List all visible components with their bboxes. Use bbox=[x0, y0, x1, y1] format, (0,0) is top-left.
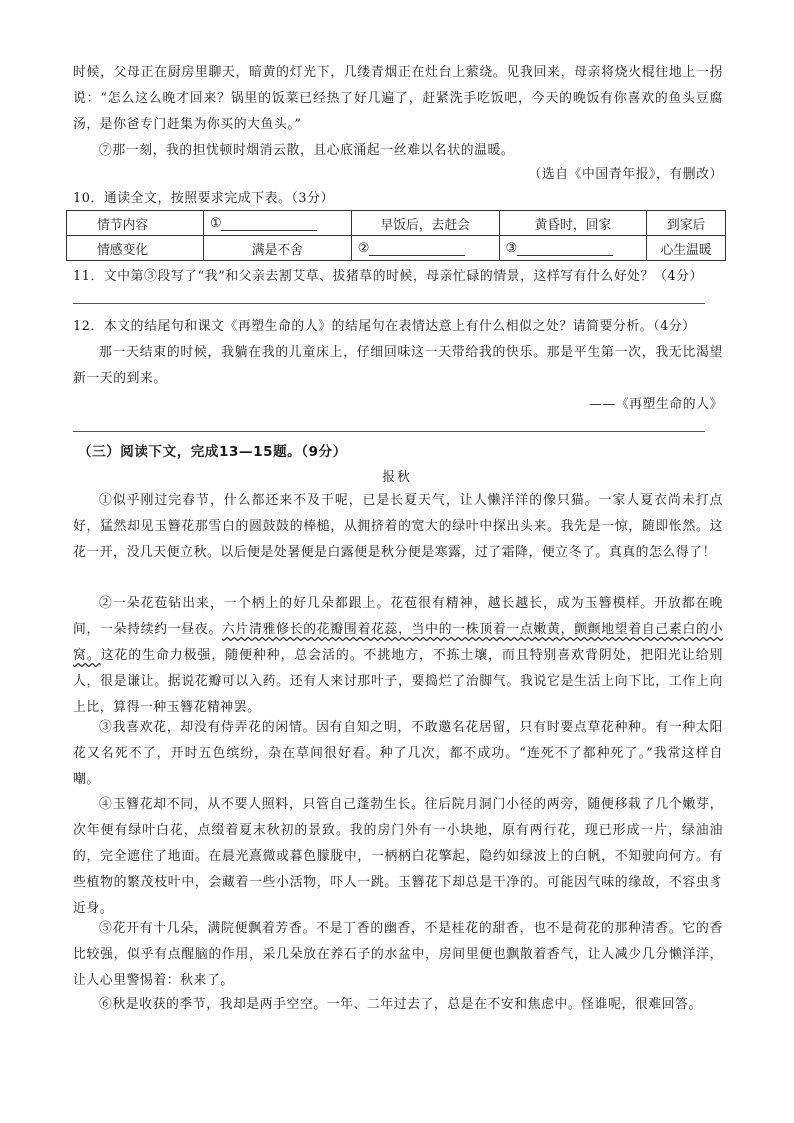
table-row-header: 情节内容 bbox=[67, 211, 204, 236]
answer-blank-3[interactable]: ③ bbox=[499, 236, 647, 261]
article-paragraph-6: ⑥秋是收获的季节，我却是两手空空。一年、二年过去了，总是在不安和焦虑中。怪谁呢，很难回答。 bbox=[99, 997, 702, 1012]
article-paragraph-3: ③我喜欢花，却没有侍弄花的闲情。因有自知之明，不敢邀名花居留，只有时要点草花种种。有一种太阳花又名死不了，开时五色缤纷，杂在草间很好看。种了几次，都不成功。“连死不了都种死了。”我常这样自嘲。 bbox=[73, 720, 723, 787]
article-paragraph-2: ②一朵花苞钻出来，一个柄上的好几朵都跟上。花苞很有精神，越长越长，成为玉簪模样。开放都在晚间，一朵持续约一昼夜。六片清雅修长的花瓣围着花蕊，当中的一株顶着一点嫩黄，颤颤地望着自己素白的小窝。这花的生命力极强，随便种种，总会活的。不挑地方，不拣土壤，而且特别喜欢背阴处，把阳光让给别人，很是谦让。据说花瓣可以入药。还有人来讨那叶子，要捣烂了治脚气。我说它是生活上向下比，工作上向上比，算得一种玉簪花精神罢。 bbox=[73, 596, 724, 715]
table-cell: 满是不舍 bbox=[204, 236, 352, 261]
answer-blank-1[interactable]: ① bbox=[204, 211, 352, 236]
question-12-quote: 那一天结束的时候，我躺在我的儿童床上，仔细回味这一天带给我的快乐。那是平生第一次，我无比渴望新一天的到来。 bbox=[73, 345, 723, 386]
answer-blank-2[interactable]: ② bbox=[351, 236, 499, 261]
story-paragraph-7: ⑦那一刻，我的担忧顿时烟消云散，且心底涌起一丝难以名状的温暖。 bbox=[99, 143, 515, 158]
table-cell: 黄昏时，回家 bbox=[499, 211, 647, 236]
answer-line[interactable] bbox=[73, 431, 705, 432]
table-row bbox=[67, 211, 726, 236]
table-row-header: 情感变化 bbox=[67, 236, 204, 261]
section-3-heading: （三）阅读下文，完成13—15题。（9分） bbox=[78, 444, 347, 460]
article-paragraph-1: ①似乎刚过完春节，什么都还来不及干呢，已是长夏天气，让人懒洋洋的像只猫。一家人夏衣尚未打点好，猛然却见玉簪花那雪白的圆鼓鼓的棒槌，从拥挤着的宽大的绿叶中探出头来。我先是一惊，随即怅然。这花一开，没几天便立秋。以后便是处暑便是白露便是秋分便是寒露，过了霜降，便立冬了。真真的怎么得了！ bbox=[73, 493, 723, 560]
article-paragraph-5: ⑤花开有十几朵，满院便飘着芳香。不是丁香的幽香，不是桂花的甜香，也不是荷花的那种清香。它的香比较强，似乎有点醒脑的作用，采几朵放在养石子的水盆中，房间里便也飘散着香气，让人减少几分懒洋洋，让人心里警惕着：秋来了。 bbox=[73, 921, 723, 988]
table-cell: 到家后 bbox=[647, 211, 726, 236]
article-paragraph-4: ④玉簪花却不同，从不要人照料，只管自己蓬勃生长。往后院月洞门小径的两旁，随便移栽了几个嫩芽，次年便有绿叶白花，点缀着夏末秋初的景致。我的房门外有一小块地，原有两行花，现已形成一片，绿油油的，完全遮住了地面。在晨光熹微或暮色朦胧中，一柄柄白花擎起，隐约如绿波上的白帆，不知驶向何方。有些植物的繁茂枝叶中，会藏着一些小活物，吓人一跳。玉簪花下却总是干净的。可能因气味的缘故，不容虫豸近身。 bbox=[73, 797, 723, 916]
table-cell: 心生温暖 bbox=[647, 236, 726, 261]
story-paragraph-end: 时候，父母正在厨房里聊天，暗黄的灯光下，几缕青烟正在灶台上萦绕。见我回来，母亲将烧火棍往地上一拐说：“怎么这么晚才回来？锅里的饭菜已经热了好几遍了，赶紧洗手吃饭吧，今天的晚饭有你喜欢的鱼头豆腐汤，是你爸专门赶集为你买的大鱼头。” bbox=[73, 65, 723, 132]
answer-line[interactable] bbox=[73, 303, 705, 304]
wavy-underlined-sentence: 六片清雅修长的花瓣围着花蕊，当中的一株顶着一点嫩黄，颤颤地望着自己素白的小窝。 bbox=[73, 622, 723, 663]
quote-source: ——《再塑生命的人》 bbox=[589, 397, 723, 412]
story-source: （选自《中国青年报》，有删改） bbox=[528, 167, 723, 182]
table-cell: 早饭后，去赶会 bbox=[351, 211, 499, 236]
article-title: 报秋 bbox=[382, 470, 412, 485]
question-12-prompt: 12．本文的结尾句和课文《再塑生命的人》的结尾句在表情达意上有什么相似之处？请简要分析。（4分） bbox=[73, 319, 696, 334]
question-11-prompt: 11．文中第③段写了“我”和父亲去割艾草、拔猪草的时候，母亲忙碌的情景，这样写有什么好处？（4分） bbox=[73, 269, 703, 284]
table-row bbox=[67, 236, 726, 261]
question-10-table bbox=[66, 210, 726, 261]
question-10-prompt: 10．通读全文，按照要求完成下表。（3分） bbox=[73, 191, 334, 206]
